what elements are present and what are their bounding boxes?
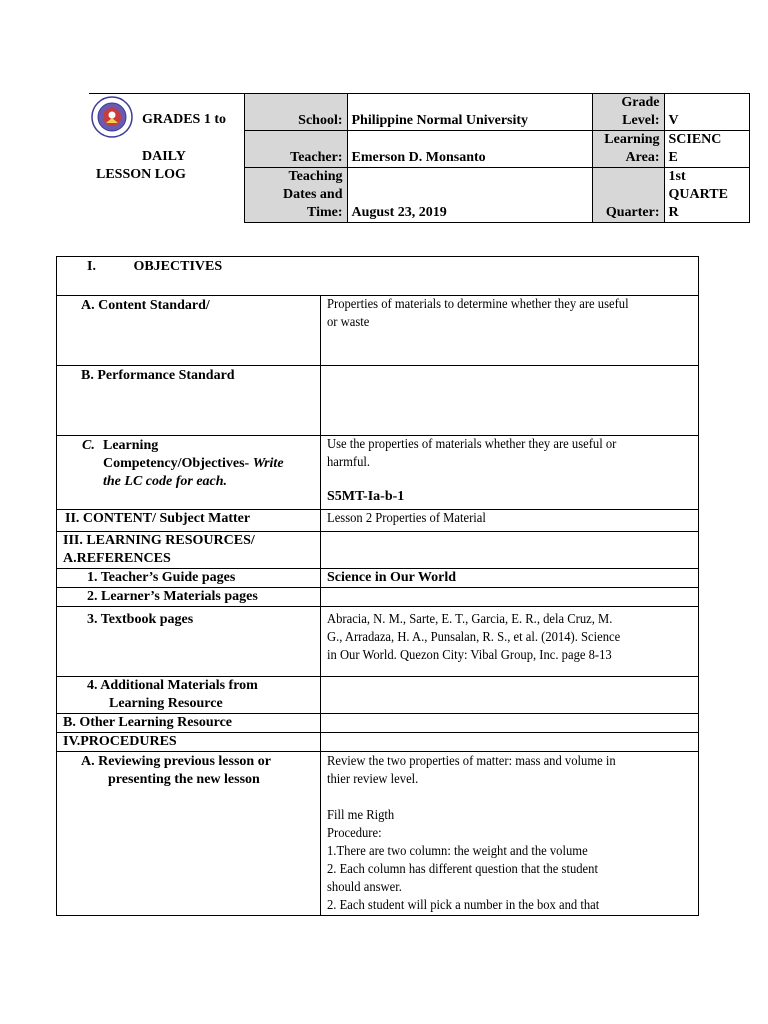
doc-title-line3: LESSON LOG — [96, 167, 186, 182]
content-standard-label — [57, 296, 321, 366]
table-row — [57, 588, 699, 607]
review-value-3: Fill me Rigth — [327, 808, 395, 823]
table-row — [57, 296, 699, 366]
textbook-label: 3. Textbook pages — [57, 607, 321, 677]
resources-label-2: A.REFERENCES — [63, 551, 171, 566]
competency-value-1: Use the properties of materials whether they are useful or — [327, 437, 617, 452]
competency-letter: C. — [82, 438, 95, 453]
review-value-1: Review the two properties of matter: mass and volume in — [327, 754, 616, 769]
header-table — [89, 93, 750, 223]
quarter-value — [664, 168, 749, 223]
table-row — [57, 714, 699, 733]
grade-label-1: Grade — [621, 95, 660, 110]
teacher-label: Teacher: — [244, 131, 347, 168]
dates-label-3: Time: — [306, 205, 343, 220]
objectives-num: I. — [87, 259, 96, 274]
table-row — [57, 677, 699, 714]
textbook-value-3: in Our World. Quezon City: Vibal Group, Inc. page 8-13 — [327, 648, 612, 663]
area-value-1: SCIENC — [668, 132, 722, 147]
additional-materials-label-2: Learning Resource — [109, 696, 223, 711]
dates-label-2: Dates and — [282, 187, 343, 202]
competency-label-3: the LC code for each. — [103, 474, 228, 489]
quarter-label: Quarter: — [592, 168, 664, 223]
textbook-value-2: G., Arradaza, H. A., Punsalan, R. S., et al. (2014). Science — [327, 630, 621, 645]
review-value-4: Procedure: — [327, 826, 382, 841]
competency-code: S5MT-Ia-b-1 — [327, 489, 405, 504]
objectives-heading — [57, 257, 699, 296]
area-label — [592, 131, 664, 168]
competency-label-1: Learning — [103, 438, 159, 453]
competency-value-2: harmful. — [327, 455, 371, 470]
area-label-2: Area: — [625, 150, 660, 165]
teacher-value: Emerson D. Monsanto — [347, 131, 592, 168]
resources-label-1: III. LEARNING RESOURCES/ — [63, 533, 255, 548]
area-label-1: Learning — [604, 132, 660, 147]
additional-materials-label-1: 4. Additional Materials from — [87, 678, 258, 693]
performance-standard-value — [321, 366, 699, 436]
competency-value — [321, 436, 699, 510]
competency-label — [57, 436, 321, 510]
content-value — [321, 510, 699, 532]
review-label-1: A. Reviewing previous lesson or — [81, 754, 271, 769]
additional-materials-value — [321, 677, 699, 714]
performance-standard-label — [57, 366, 321, 436]
dates-label-1: Teaching — [288, 169, 343, 184]
table-row — [57, 733, 699, 752]
review-value — [321, 752, 699, 916]
table-row — [57, 607, 699, 677]
table-row — [57, 366, 699, 436]
review-value-2: thier review level. — [327, 772, 419, 787]
content-standard-value — [321, 296, 699, 366]
review-value-6: 2. Each column has different question that the student — [327, 862, 598, 877]
grade-value: V — [664, 94, 749, 131]
lesson-log-table — [56, 256, 699, 916]
table-row — [57, 510, 699, 532]
table-row — [57, 436, 699, 510]
review-label-2: presenting the new lesson — [108, 772, 260, 787]
quarter-value-2: QUARTE — [668, 187, 728, 202]
competency-label-2-italic: Write — [252, 456, 284, 471]
quarter-value-1: 1st — [668, 169, 686, 184]
area-value-2: E — [668, 150, 678, 165]
quarter-value-3: R — [668, 205, 679, 220]
content-value-text: Lesson 2 Properties of Material — [327, 511, 486, 526]
table-row — [57, 532, 699, 569]
content-label: II. CONTENT/ Subject Matter — [57, 510, 321, 532]
resources-label — [57, 532, 321, 569]
resources-value — [321, 532, 699, 569]
other-resource-value — [321, 714, 699, 733]
table-row — [57, 257, 699, 296]
other-resource-label: B. Other Learning Resource — [57, 714, 321, 733]
doc-title-line2: DAILY — [142, 149, 186, 164]
dates-label — [244, 168, 347, 223]
content-standard-value-2: or waste — [327, 315, 370, 330]
school-value: Philippine Normal University — [347, 94, 592, 131]
teachers-guide-label: 1. Teacher’s Guide pages — [57, 569, 321, 588]
competency-label-2: Competency/Objectives- — [103, 456, 250, 471]
content-standard-text: A. Content Standard/ — [81, 298, 210, 313]
additional-materials-label — [57, 677, 321, 714]
content-standard-value-1: Properties of materials to determine whether they are useful — [327, 297, 629, 312]
performance-standard-text: B. Performance Standard — [81, 368, 235, 383]
deped-seal-icon — [91, 96, 133, 138]
doc-title-line1: GRADES 1 to — [142, 112, 227, 127]
grade-label-2: Level: — [622, 113, 660, 128]
review-value-5: 1.There are two column: the weight and the volume — [327, 844, 588, 859]
review-label — [57, 752, 321, 916]
procedures-label: IV.PROCEDURES — [57, 733, 321, 752]
textbook-value-1: Abracia, N. M., Sarte, E. T., Garcia, E. R., dela Cruz, M. — [327, 612, 613, 627]
learners-materials-label: 2. Learner’s Materials pages — [57, 588, 321, 607]
table-row — [57, 569, 699, 588]
title-cell — [89, 94, 244, 223]
table-row — [57, 752, 699, 916]
school-label: School: — [244, 94, 347, 131]
grade-label — [592, 94, 664, 131]
review-value-7: should answer. — [327, 880, 402, 895]
review-value-8: 2. Each student will pick a number in the box and that — [327, 898, 600, 913]
area-value — [664, 131, 749, 168]
textbook-value — [321, 607, 699, 677]
learners-materials-value — [321, 588, 699, 607]
dates-value: August 23, 2019 — [347, 168, 592, 223]
objectives-label: OBJECTIVES — [133, 259, 223, 274]
procedures-value — [321, 733, 699, 752]
teachers-guide-value: Science in Our World — [321, 569, 699, 588]
